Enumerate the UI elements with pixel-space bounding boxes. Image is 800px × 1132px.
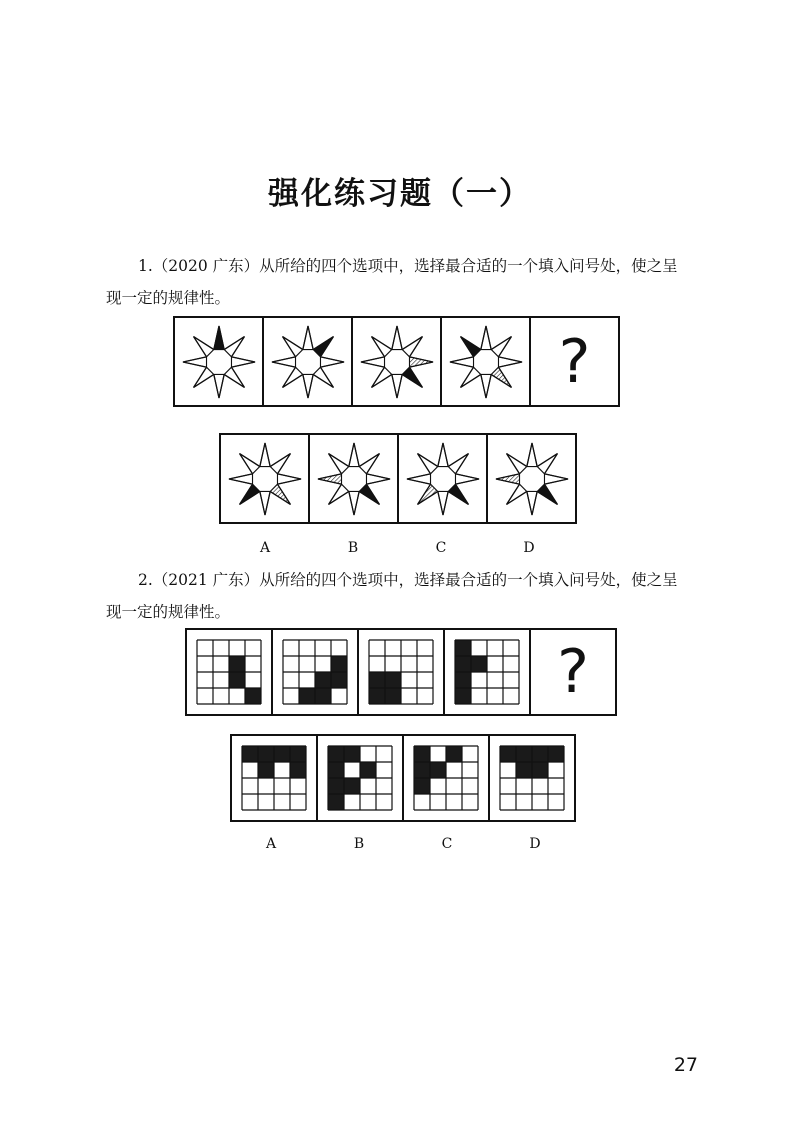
grid-figure <box>280 637 350 707</box>
q2-option-b[interactable] <box>316 734 404 822</box>
grid-figure <box>325 743 395 813</box>
question-2-text <box>106 564 706 628</box>
grid-figure <box>411 743 481 813</box>
grid-black-cell <box>315 672 331 688</box>
grid-black-cell <box>274 746 290 762</box>
grid-black-cell <box>385 688 401 704</box>
star-center <box>295 349 320 374</box>
question-mark: ? <box>557 637 589 707</box>
star-center <box>384 349 409 374</box>
grid-black-cell <box>229 656 245 672</box>
q1-question-cell <box>529 316 620 407</box>
question-2-line-2: 现一定的规律性。 <box>106 603 231 621</box>
grid-black-cell <box>229 672 245 688</box>
grid-black-cell <box>290 746 306 762</box>
star-figure <box>402 438 484 520</box>
q2-option-c[interactable] <box>402 734 490 822</box>
q1-option-d[interactable] <box>486 433 577 524</box>
question-mark: ? <box>558 326 591 397</box>
star-center <box>206 349 231 374</box>
question-1-sequence <box>173 316 620 407</box>
star-figure <box>178 321 260 403</box>
grid-black-cell <box>360 762 376 778</box>
q2-label-a: A <box>265 836 277 852</box>
q1-label-c: C <box>435 540 447 556</box>
q1-label-d: D <box>523 540 535 556</box>
q1-option-b[interactable] <box>308 433 399 524</box>
grid-black-cell <box>500 746 516 762</box>
grid-black-cell <box>315 688 331 704</box>
question-1-options <box>219 433 577 524</box>
star-point <box>213 326 223 350</box>
q2-seq-figure-2 <box>271 628 359 716</box>
q1-option-a[interactable] <box>219 433 310 524</box>
grid-black-cell <box>414 746 430 762</box>
q2-option-d[interactable] <box>488 734 576 822</box>
grid-black-cell <box>290 762 306 778</box>
page-title: 强化练习题（一） <box>268 176 532 212</box>
star-figure <box>491 438 573 520</box>
question-1-line-2: 现一定的规律性。 <box>106 289 231 307</box>
star-figure <box>224 438 306 520</box>
grid-black-cell <box>455 688 471 704</box>
grid-black-cell <box>369 688 385 704</box>
grid-figure <box>452 637 522 707</box>
q2-question-cell <box>529 628 617 716</box>
star-center <box>252 466 277 491</box>
page-number: 27 <box>673 1054 698 1076</box>
q2-label-d: D <box>529 836 541 852</box>
grid-black-cell <box>532 746 548 762</box>
star-figure <box>313 438 395 520</box>
grid-black-cell <box>414 778 430 794</box>
grid-black-cell <box>258 746 274 762</box>
grid-black-cell <box>328 762 344 778</box>
star-figure <box>267 321 349 403</box>
grid-black-cell <box>344 746 360 762</box>
grid-black-cell <box>344 778 360 794</box>
question-1-option-labels <box>221 540 573 556</box>
grid-black-cell <box>258 762 274 778</box>
question-2-options <box>230 734 576 822</box>
grid-black-cell <box>414 762 430 778</box>
grid-figure <box>194 637 264 707</box>
grid-black-cell <box>328 794 344 810</box>
question-2-sequence <box>185 628 617 716</box>
star-center <box>519 466 544 491</box>
grid-figure <box>239 743 309 813</box>
q2-seq-figure-3 <box>357 628 445 716</box>
q2-seq-figure-4 <box>443 628 531 716</box>
q2-seq-figure-1 <box>185 628 273 716</box>
grid-black-cell <box>455 672 471 688</box>
grid-black-cell <box>328 778 344 794</box>
grid-black-cell <box>331 672 347 688</box>
grid-figure <box>366 637 436 707</box>
q2-label-c: C <box>441 836 453 852</box>
question-1-text <box>106 250 706 314</box>
grid-black-cell <box>532 762 548 778</box>
q2-label-b: B <box>353 836 365 852</box>
question-2-line-1: 2.（2021 广东）从所给的四个选项中，选择最合适的一个填入问号处，使之呈 <box>138 571 678 589</box>
grid-black-cell <box>446 746 462 762</box>
star-center <box>430 466 455 491</box>
grid-black-cell <box>516 746 532 762</box>
q1-seq-figure-3 <box>351 316 442 407</box>
star-figure <box>356 321 438 403</box>
grid-black-cell <box>385 672 401 688</box>
grid-black-cell <box>548 746 564 762</box>
grid-black-cell <box>471 656 487 672</box>
q1-seq-figure-1 <box>173 316 264 407</box>
q1-seq-figure-4 <box>440 316 531 407</box>
grid-black-cell <box>369 672 385 688</box>
star-point <box>496 473 520 483</box>
grid-black-cell <box>242 746 258 762</box>
q1-seq-figure-2 <box>262 316 353 407</box>
grid-figure <box>497 743 567 813</box>
question-1-line-1: 1.（2020 广东）从所给的四个选项中，选择最合适的一个填入问号处，使之呈 <box>138 257 678 275</box>
q1-label-a: A <box>259 540 271 556</box>
star-center <box>473 349 498 374</box>
grid-black-cell <box>455 640 471 656</box>
question-2-option-labels <box>227 836 579 852</box>
grid-black-cell <box>430 762 446 778</box>
grid-black-cell <box>245 688 261 704</box>
grid-black-cell <box>299 688 315 704</box>
star-point <box>409 356 433 366</box>
q1-option-c[interactable] <box>397 433 488 524</box>
star-point <box>318 473 342 483</box>
grid-black-cell <box>328 746 344 762</box>
star-figure <box>445 321 527 403</box>
grid-black-cell <box>516 762 532 778</box>
grid-black-cell <box>455 656 471 672</box>
star-center <box>341 466 366 491</box>
q2-option-a[interactable] <box>230 734 318 822</box>
grid-black-cell <box>331 656 347 672</box>
q1-label-b: B <box>347 540 359 556</box>
